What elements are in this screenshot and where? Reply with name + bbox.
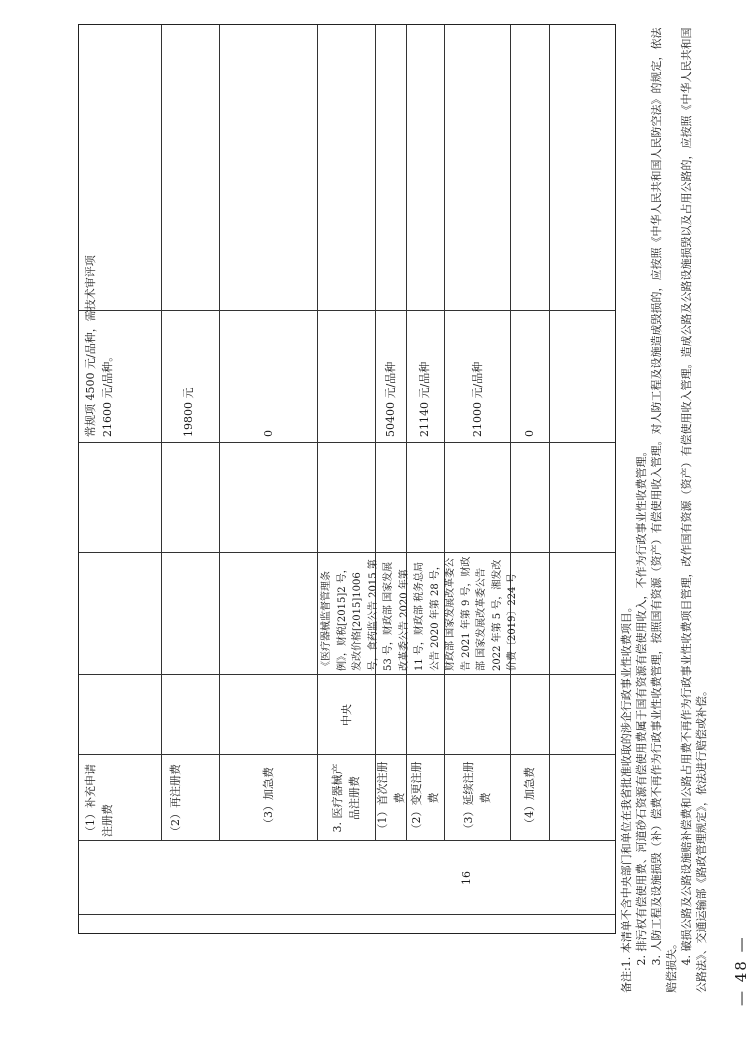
seq-number: 16 (460, 871, 473, 885)
rotated-page (26, 28, 750, 1028)
row-supplement-standard: 常规项 4500 元/品种，需技术审评项 21600 元/品种。 (84, 255, 114, 437)
row-supplement-item: （1）补充申请注册费 (84, 764, 114, 837)
row-urgent-item: （3）加急费 (261, 767, 275, 829)
change-registration-standard: 21140 元/品种 (418, 361, 431, 437)
urgent-fee-standard: 0 (523, 430, 536, 437)
row-reregister-item: （2）再注册费 (169, 764, 182, 837)
change-registration-item: （2）变更注册费 (410, 761, 440, 835)
row-urgent-standard: 0 (262, 430, 275, 437)
fee-table (78, 24, 616, 934)
renewal-registration-standard: 21000 元/品种 (471, 361, 484, 437)
urgent-fee-item: （4）加急费 (523, 767, 536, 829)
note-3: 3. 人防工程及设施损毁（补）偿费不再作为行政事业性收费管理，按照国有资源（资产）有偿使用收入管理。对人防工程及设施造成毁损的，应按照《中华人民共和国人民防空法》的规定，依法赔偿损失。 (650, 27, 678, 993)
item-name: 3. 医疗器械产品注册费 (331, 763, 361, 833)
note-4: 4. 破损公路及公路设施赔补偿费和公路占用费不再作为行政事业性收费项目管理，改作国有资源（资产）有偿使用收入管理。造成公路及公路设施损毁以及占用公路的，应按照《中华人民共和国公路法》、交通运输部《路政管理规定》，依法进行赔偿或补偿。 (680, 27, 708, 993)
renewal-registration-item: （3）延续注册费 (462, 761, 492, 835)
first-registration-item: （1）首次注册费 (375, 761, 406, 835)
notes-block (619, 23, 709, 993)
row-reregister-standard: 19800 元 (182, 387, 195, 437)
page-number: — 48 — (732, 935, 750, 1006)
authority: 中央 (339, 704, 353, 726)
note-2: 2. 排污权有偿使用费、河道砂石资源有偿使用费属于国有资源有偿使用收入，不作为行政事业性收费管理。 (635, 445, 648, 966)
legal-basis: 《医疗器械监督管理条例》，财税[2015]2 号，发改价格[2015]1006 号，食药监公告 2015 第 53 号，财政部 国家发展改革委公告 2020 年第 11 号，财政部 税务总局公告 2020 年第 28 号，财政部 国家发展改革委公告 2021 年第 9 号，财政部 国家发展改革委公告 2022 年第 5 号，湘发改价费〔2019〕224 号 (321, 556, 518, 671)
first-registration-standard: 50400 元/品种 (384, 361, 397, 437)
note-1: 备注:1. 本清单不含中央部门和单位在我省批准收取的涉企行政事业性收费项目。 (620, 601, 633, 993)
